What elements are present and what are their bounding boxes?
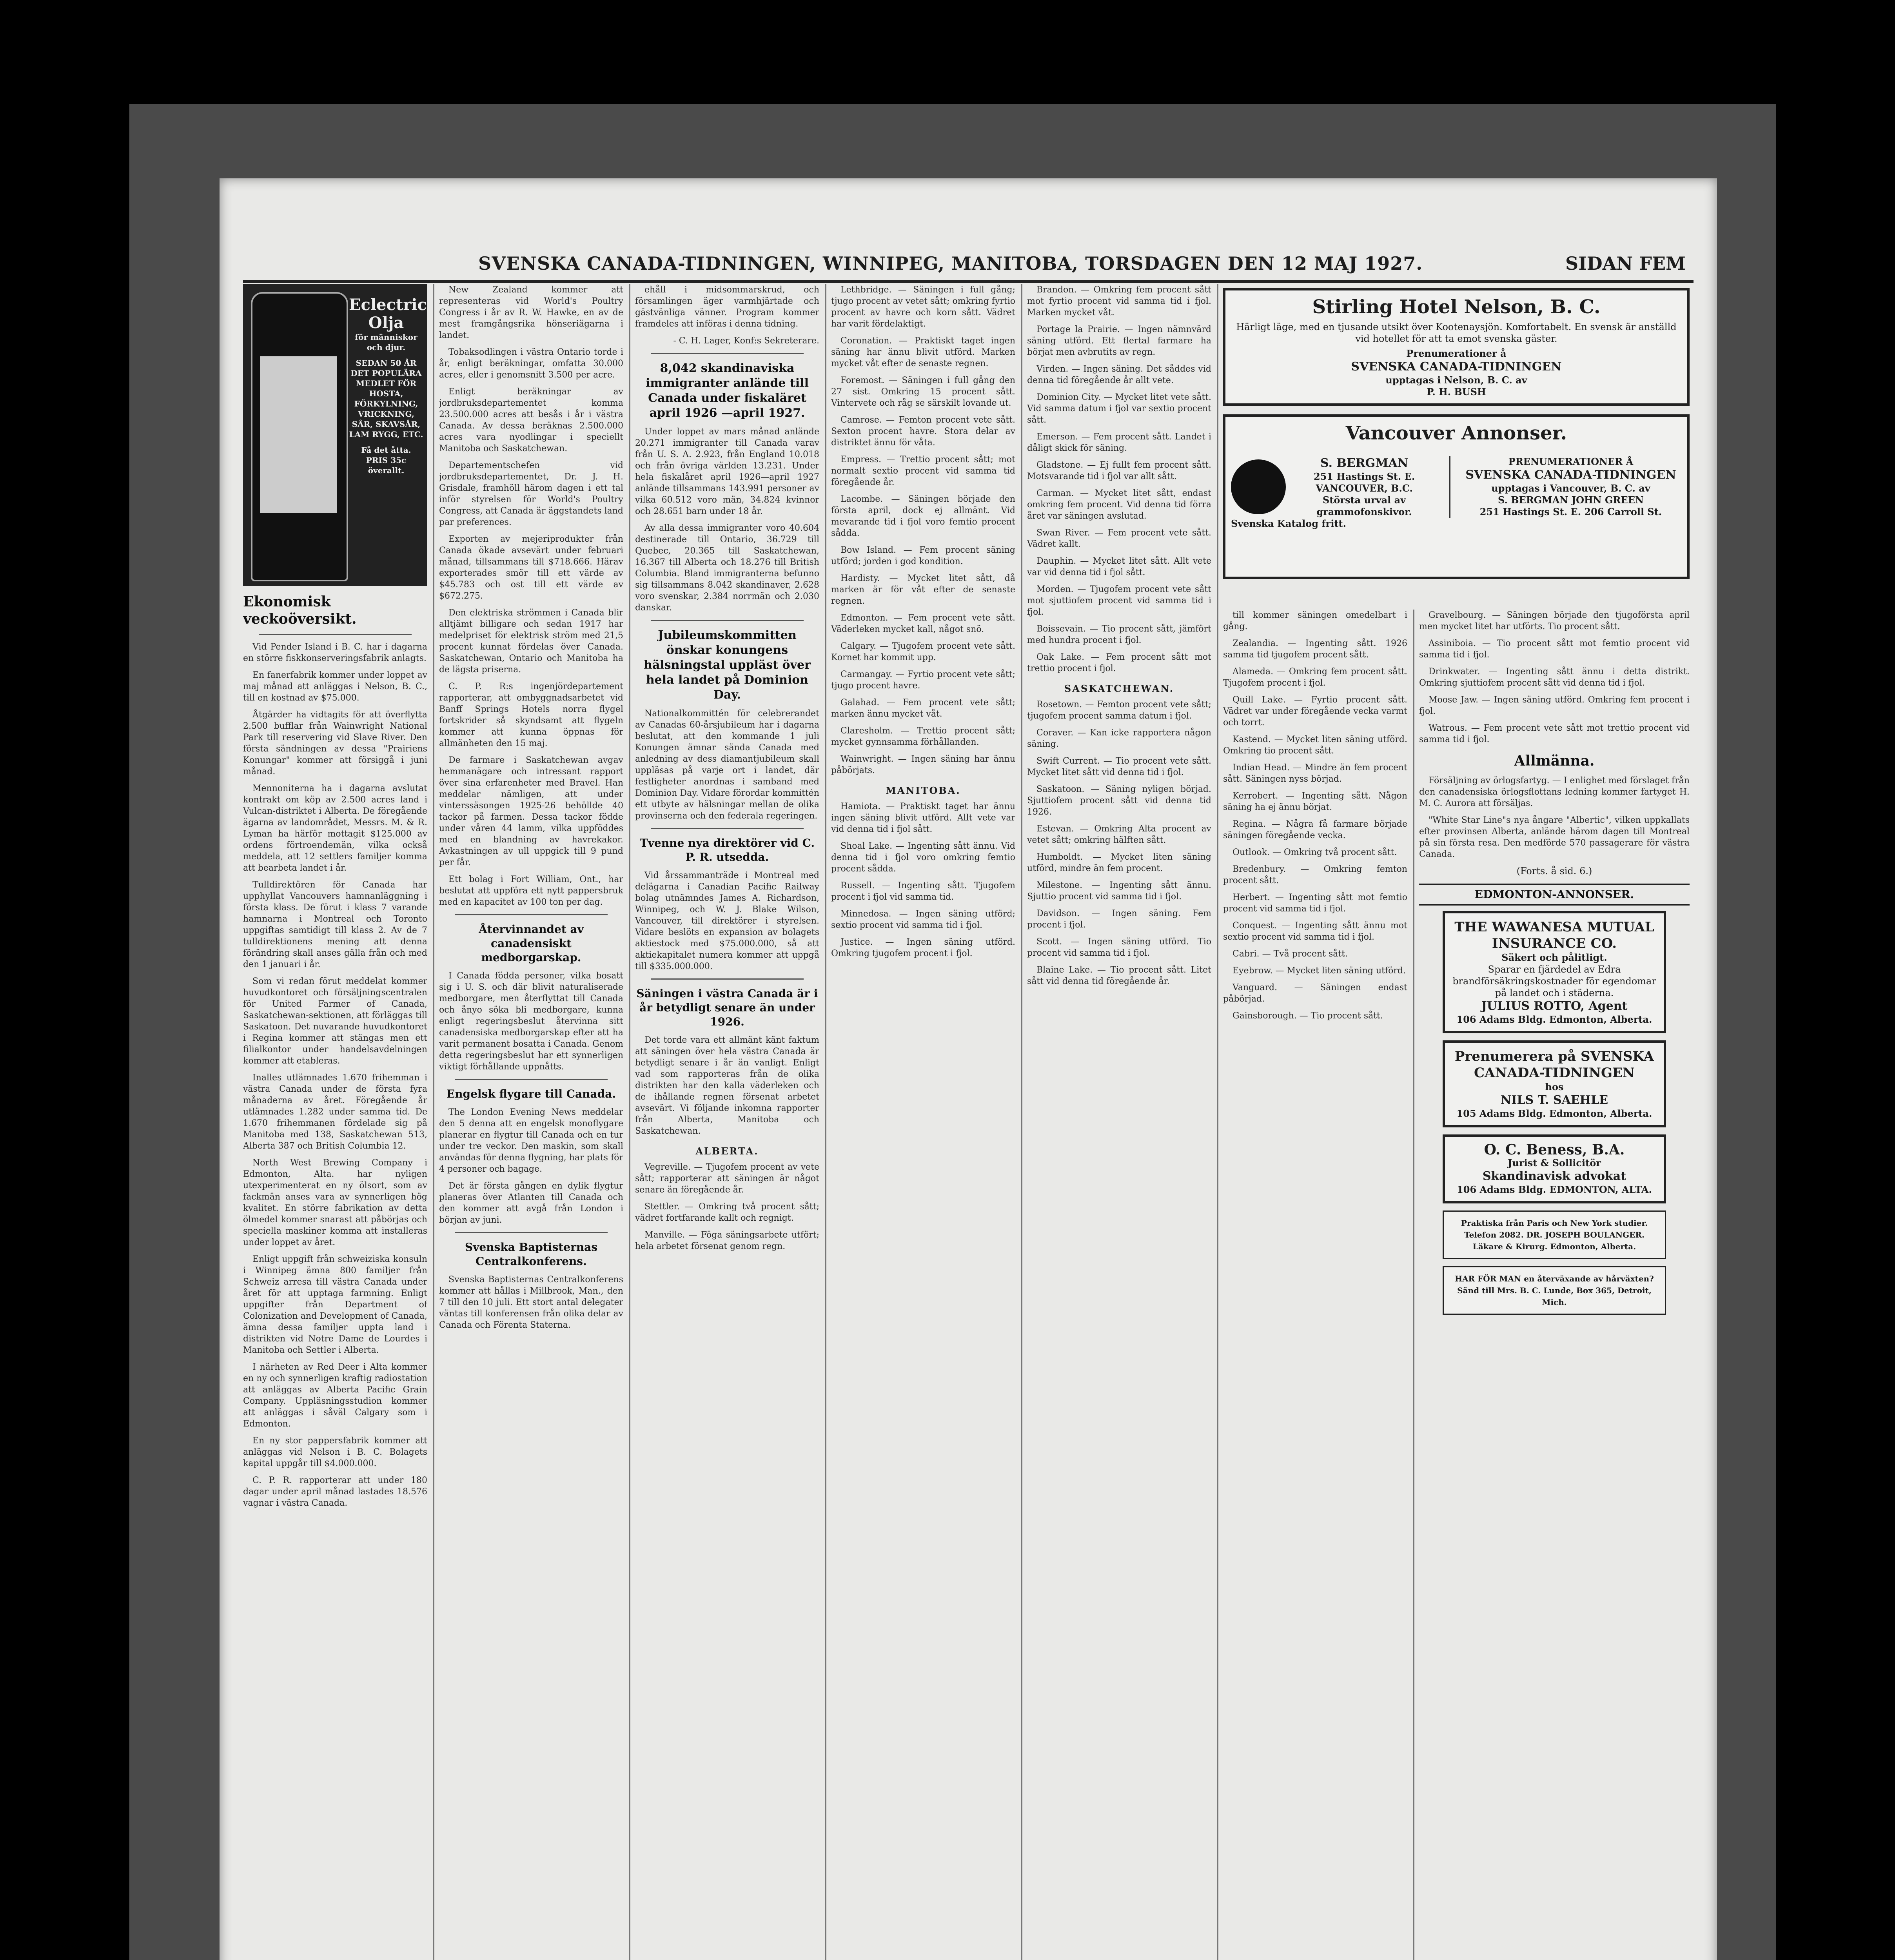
article-heading: Säningen i västra Canada är i år betydligt senare än under 1926. (636, 987, 818, 1028)
article-paragraph: C. P. R. rapporterar att under 180 dagar under april månad lastades 18.576 vagnar i västra Canada. (243, 1475, 427, 1508)
article-paragraph: Det är första gången en dylik flygtur planeras över Atlanten till Canada och den kommer att avgå från London i början av juni. (439, 1181, 623, 1225)
article-paragraph: ehåll i midsommarskrud, och församlingen äger varmhjärtade och gästvänliga vänner. Program kommer framdeles att införas i denna tidning. (635, 285, 819, 329)
article-paragraph: New Zealand kommer att representeras vid World's Poultry Congress i år av R. W. Hawke, en av de mest framgångsrika hönseriägarna i landet. (439, 285, 623, 340)
report-paragraph: Wainwright. — Ingen säning har ännu påbörjats. (831, 754, 1015, 775)
vancouver-ad-title: Vancouver Annonser. (1345, 422, 1567, 444)
column-4 (831, 284, 1015, 1960)
report-paragraph: Edmonton. — Fem procent vete sått. Väderleken mycket kall, något snö. (831, 613, 1015, 634)
article-paragraph: Den elektriska strömmen i Canada blir alltjämt billigare och sedan 1917 har medelpriset för elektrisk ström med 21,5 procent kunnat fördelas över Canada. Saskatchewan, Ontario och Manitoba ha de lägsta priserna. (439, 608, 623, 675)
prenumerera-ad (1443, 1040, 1666, 1127)
beness-name: O. C. Beness, B.A. (1484, 1142, 1625, 1158)
wawanesa-body: Sparar en fjärdedel av Edra brandförsäkringskostnader för egendomar på landet och i städerna. (1452, 964, 1656, 998)
region-heading: ALBERTA. (695, 1145, 759, 1157)
report-paragraph: Camrose. — Femton procent vete sått. Sexton procent havre. Stora delar av distriktet ännu för våta. (831, 415, 1015, 448)
beness-address: 106 Adams Bldg. EDMONTON, ALTA. (1457, 1184, 1652, 1195)
wawanesa-title: THE WAWANESA MUTUAL INSURANCE CO. (1454, 919, 1654, 951)
report-paragraph: Watrous. — Fem procent vete sått mot trettio procent vid samma tid i fjol. (1419, 723, 1690, 744)
report-paragraph: Hamiota. — Praktiskt taget har ännu ingen säning blivit utförd. Allt vete var vid denna tid i fjol sått. (831, 802, 1015, 834)
report-paragraph: Indian Head. — Mindre än fem procent sått. Säningen nyss börjad. (1223, 763, 1407, 784)
column-6 (1223, 610, 1407, 1960)
report-paragraph: Conquest. — Ingenting sått ännu mot sextio procent vid samma tid i fjol. (1223, 921, 1407, 942)
report-paragraph: Emerson. — Fem procent sått. Landet i dåligt skick för säning. (1027, 432, 1211, 453)
bergman-name: S. BERGMAN (1320, 456, 1409, 470)
bergman-catalog: Svenska Katalog fritt. (1231, 518, 1346, 529)
report-paragraph: Cabri. — Två procent sått. (1232, 949, 1348, 959)
report-paragraph: Rosetown. — Femton procent vete sått; tjugofem procent samma datum i fjol. (1027, 700, 1211, 721)
gramophone-logo-icon (1231, 459, 1286, 514)
prenum-title: Prenumerera på SVENSKA CANADA-TIDNINGEN (1454, 1049, 1654, 1081)
masthead (243, 253, 1694, 283)
report-paragraph: Coronation. — Praktiskt taget ingen säning har ännu blivit utförd. Marken mycket våt efter de senaste regnen. (831, 336, 1015, 368)
beness-line: Skandinavisk advokat (1482, 1169, 1626, 1183)
report-paragraph: Shoal Lake. — Ingenting sått ännu. Vid denna tid i fjol voro omkring femtio procent sådda. (831, 841, 1015, 874)
article-paragraph: Tobaksodlingen i västra Ontario torde i år, enligt beräkningar, omfatta 30.000 acres, eller i genomsnitt 3.500 per acre. (439, 347, 623, 380)
report-paragraph: Estevan. — Omkring Alta procent av vetet sått; omkring hälften sått. (1027, 824, 1211, 845)
page-label: SIDAN FEM (1565, 253, 1686, 274)
article-paragraph: En ny stor pappersfabrik kommer att anläggas vid Nelson i B. C. Bolagets kapital uppgår till $4.000.000. (243, 1436, 427, 1468)
report-paragraph: Virden. — Ingen säning. Det såddes vid denna tid föregående år allt vete. (1027, 364, 1211, 385)
column-3 (635, 284, 819, 1960)
report-paragraph: Scott. — Ingen säning utförd. Tio procent vid samma tid i fjol. (1027, 937, 1211, 958)
article-paragraph: Vid årssammanträde i Montreal med delägarna i Canadian Pacific Railway bolag utnämndes James A. Richardson, Winnipeg, och W. J. Blake Wilson, Vancouver, till direktörer i styrelsen. Vidare beslöts en expansion av bolagets aktiestock med $75.000.000, så att aktiekapitalet numera kommer att uppgå till $335.000.000. (635, 871, 819, 971)
report-paragraph: Drinkwater. — Ingenting sått ännu i detta distrikt. Omkring sjuttiofem procent sått vid denna tid i fjol. (1419, 667, 1690, 688)
prenum-name: NILS T. SAEHLE (1500, 1093, 1608, 1107)
article-paragraph: Av alla dessa immigranter voro 40.604 destinerade till Ontario, 36.729 till Quebec, 20.365 till Saskatchewan, 16.367 till Alberta och 18.276 till British Columbia. Bland immigranterna befunno sig tillsammans 8.042 skandinaver, 2.628 voro svenskar, 2.384 norrmän och 2.030 danskar. (635, 523, 819, 613)
article-paragraph: Departementschefen vid jordbruksdepartementet, Dr. J. H. Grisdale, framhöll härom dagen i ett tal inför styrelsen för World's Poultry Congress, att Canada är äggstandets land par preferences. (439, 461, 623, 527)
article-paragraph: Enligt beräkningar av jordbruksdepartementet komma 23.500.000 acres att besås i år i västra Canada. Av dessa beräknas 2.500.000 acres vara nyodlingar i speciellt Manitoba och Saskatchewan. (439, 387, 623, 454)
report-paragraph: Gainsborough. — Tio procent sått. (1232, 1011, 1383, 1021)
prenum-hos: hos (1545, 1081, 1564, 1093)
article-paragraph: Svenska Baptisternas Centralkonferens kommer att hållas i Millbrook, Man., den 7 till den 10 juli. Ett stort antal delegater väntas till konferensen från olika delar av Canada och Förenta Staterna. (439, 1275, 623, 1330)
hotel-ad-title: Stirling Hotel Nelson, B. C. (1312, 296, 1601, 318)
report-paragraph: Outlook. — Omkring två procent sått. (1232, 848, 1397, 857)
hair-ad-text: HAR FÖR MAN en återväxande av hårväxten? Sänd till Mrs. B. C. Lunde, Box 365, Detroit, Mich. (1455, 1274, 1654, 1307)
vancouver-ads (1223, 414, 1690, 579)
article-paragraph: Nationalkommittén för celebrerandet av Canadas 60-årsjubileum har i dagarna beslutat, att den kommande 1 juli Konungen ämnar sända Canada med anledning av dess diamantjubileum skall uppläsas på varje ort i landet, där festligheter anordnas i samband med Dominion Day. Vidare förordar kommittén ett utbyte av hälsningar mellan de olika provinserna och den federala regeringen. (635, 709, 819, 821)
hotel-ad-agent: P. H. BUSH (1427, 386, 1486, 397)
report-paragraph: Blaine Lake. — Tio procent sått. Litet sått vid denna tid föregående år. (1027, 965, 1211, 986)
article-heading: Återvinnandet av canadensiskt medborgarskap. (479, 923, 584, 964)
prenum-address: 105 Adams Bldg. Edmonton, Alberta. (1456, 1108, 1652, 1119)
article-paragraph: En fanerfabrik kommer under loppet av maj månad att anläggas i Nelson, B. C., till en kostnad av $75.000. (243, 670, 427, 703)
report-paragraph: Quill Lake. — Fyrtio procent sått. Vädret var under föregående vecka varmt och torrt. (1223, 695, 1407, 728)
article-paragraph: I Canada födda personer, vilka bosatt sig i U. S. och där blivit naturaliserade medborgare, men återflyttat till Canada och ånyo söka bli medborgare, kunna enligt regeringsbeslut återvinna sitt canadensiska medborgarskap efter att ha varit permanent bosatta i Canada. Genom detta regeringsbeslut har ett synnerligen viktigt förhållande uppnåtts. (439, 971, 623, 1072)
beness-ad (1443, 1134, 1666, 1203)
report-paragraph: Calgary. — Tjugofem procent vete sått. Kornet har kommit upp. (831, 641, 1015, 662)
report-paragraph: Eyebrow. — Mycket liten säning utförd. (1232, 966, 1406, 976)
newspaper-page (220, 178, 1717, 1960)
article-paragraph: Mennoniterna ha i dagarna avslutat kontrakt om köp av 2.500 acres land i Vulcan-distriktet i Alberta. De föregående ägarna av landområdet, Messrs. M. & R. Lyman ha härför mottagit $125.000 av ordens förtroendemän, vilka också meddela, att 12 settlers familjer komma att bearbeta landet i år. (243, 784, 427, 873)
report-paragraph: Hardisty. — Mycket litet sått, då marken är för våt efter de senaste regnen. (831, 573, 1015, 606)
report-paragraph: Dominion City. — Mycket litet vete sått. Vid samma datum i fjol var sextio procent sått. (1027, 392, 1211, 425)
wawanesa-sub: Säkert och pålitligt. (1501, 952, 1607, 963)
section-heading: Allmänna. (1514, 753, 1595, 769)
article-paragraph: Försäljning av örlogsfartyg. — I enlighet med förslaget från den canadensiska örlogsflottans ledning kommer fartyget H. M. C. Aurora att försäljas. (1419, 776, 1690, 808)
article-heading: Engelsk flygare till Canada. (446, 1087, 616, 1100)
article-paragraph: Exporten av mejeriprodukter från Canada ökade avsevärt under februari månad, tillsammans till $718.666. Härav exporterades smör till ett värde av $45.783 och ost till ett värde av $672.275. (439, 534, 623, 601)
report-paragraph: Gladstone. — Ej fullt fem procent sått. Motsvarande tid i fjol var allt sått. (1027, 460, 1211, 481)
wawanesa-address: 106 Adams Bldg. Edmonton, Alberta. (1456, 1014, 1652, 1025)
eclectic-ad-price: PRIS 35c överallt. (366, 456, 407, 475)
article-paragraph: "White Star Line"s nya ångare "Albertic", vilken uppkallats efter provinsen Alberta, anlände härom dagen till Montreal på sin första resa. Den medförde 570 passagerare för västra Canada. (1419, 815, 1690, 859)
bergman-text: Största urval av grammofonskivor. (1316, 494, 1412, 517)
article-heading: 8,042 skandinaviska immigranter anlände till Canada under fiskaläret april 1926 —april 1927. (646, 361, 809, 420)
region-heading: MANITOBA. (886, 785, 961, 796)
eclectic-ad-line: SEDAN 50 ÅR DET POPULÄRA MEDLET FÖR HOSTA, FÖRKYLNING, VRICKNING, SÅR, SKAVSÅR, LAM RYGG, ETC. (349, 358, 423, 439)
report-paragraph: Lacombe. — Säningen började den första april, dock ej allmänt. Vid mevarande tid i fjol voro femtio procent sådda. (831, 494, 1015, 538)
vancouver-prenum-paper: SVENSKA CANADA-TIDNINGEN (1465, 468, 1676, 482)
report-paragraph: Oak Lake. — Fem procent sått mot trettio procent i fjol. (1027, 652, 1211, 673)
report-paragraph: Zealandia. — Ingenting sått. 1926 samma tid tjugofem procent sått. (1223, 639, 1407, 660)
hotel-ad-paper: SVENSKA CANADA-TIDNINGEN (1351, 360, 1562, 374)
article-paragraph: Enligt uppgift från schweiziska konsuln i Winnipeg ämna 800 familjer från Schweiz arresa till västra Canada under året för att upptaga farmning. Enligt uppgifter från Department of Colonization and Development of Canada, ämna dessa familjer uppta land i distrikten vid Notre Dame de Lourdes i Manitoba och Settler i Alberta. (243, 1254, 427, 1355)
article-paragraph: Vid Pender Island i B. C. har i dagarna en större fiskkonserveringsfabrik anlagts. (243, 642, 427, 663)
region-heading: SASKATCHEWAN. (1064, 683, 1174, 694)
hotel-ad-body: Härligt läge, med en tjusande utsikt över Kootenaysjön. Komfortabelt. En svensk är anställd vid hotellet för att ta emot svenska gäster. (1236, 321, 1677, 344)
article-paragraph: Tulldirektören för Canada har upphyllat Vancouvers hamnanläggning i första klass. De förut i klass 7 varande hamnarna i Montreal och Toronto uppgiftas samtidigt till klass 2. Av de 7 tulldirektionens mening att denna förändring skall anses gälla från och med den 1 januari i år. (243, 880, 427, 969)
report-paragraph: Galahad. — Fem procent vete sått; marken ännu mycket våt. (831, 698, 1015, 719)
report-paragraph: Humboldt. — Mycket liten säning utförd, mindre än fem procent. (1027, 852, 1211, 873)
report-paragraph: Lethbridge. — Säningen i full gång; tjugo procent av vetet sått; omkring fyrtio procent av havre och korn sått. Vädret har varit fördelaktigt. (831, 285, 1015, 329)
column-1 (243, 284, 427, 1960)
continued-note: (Forts. å sid. 6.) (1516, 866, 1592, 877)
hair-ad (1443, 1266, 1666, 1315)
report-paragraph: Dauphin. — Mycket litet sått. Allt vete var vid denna tid i fjol sått. (1027, 556, 1211, 577)
vancouver-prenum-address: 251 Hastings St. E. 206 Carroll St. (1479, 506, 1662, 517)
report-paragraph: Stettler. — Omkring två procent sått; vädret fortfarande kallt och regnigt. (635, 1202, 819, 1223)
report-paragraph: Morden. — Tjugofem procent vete sått mot sjuttiofem procent vid samma tid i fjol. (1027, 584, 1211, 617)
hotel-ad-sub: Prenumerationer å (1406, 348, 1507, 359)
report-paragraph: Carmangay. — Fyrtio procent vete sått; tjugo procent havre. (831, 670, 1015, 691)
article-paragraph: The London Evening News meddelar den 5 denna att en engelsk monoflygare planerar en flygtur till Canada och en tur under tre veckor. Den maskin, som skall användas för denna flygning, har plats för 4 personer och bagage. (439, 1107, 623, 1174)
report-paragraph: Minnedosa. — Ingen säning utförd; sextio procent vid samma tid i fjol. (831, 909, 1015, 930)
report-paragraph: Carman. — Mycket litet sått, endast omkring fem procent. Vid denna tid förra året var säningen avslutad. (1027, 488, 1211, 521)
article-paragraph: Inalles utlämnades 1.670 frihemman i västra Canada under de första fyra månaderna av året. Föregående år utlämnades 1.282 under samma tid. De 1.670 frihemmanen fördelade sig på Manitoba med 138, Saskatchewan 513, Alberta 387 och British Columbia 12. (243, 1073, 427, 1151)
article-heading: Jubileumskommitten önskar konungens hälsningstal uppläst över hela landet på Dominion Day. (644, 628, 811, 702)
beness-role: Jurist & Sollicitör (1508, 1157, 1601, 1169)
report-paragraph: Saskatoon. — Säning nyligen börjad. Sjuttiofem procent sått vid denna tid 1926. (1027, 784, 1211, 817)
report-paragraph: Kastend. — Mycket liten säning utförd. Omkring tio procent sått. (1223, 735, 1407, 756)
report-paragraph: Bow Island. — Fem procent säning utförd; jorden i god kondition. (831, 545, 1015, 566)
stirling-hotel-ad (1223, 288, 1690, 406)
report-paragraph: Vanguard. — Säningen endast påbörjad. (1223, 983, 1407, 1004)
article-paragraph: North West Brewing Company i Edmonton, Alta. har nyligen utexperimenterat en ny ölsort, som av fackmän anses vara av synnerligen hög kvalitet. En större fabrikation av detta ölmedel kommer snarast att påbörjas och speciella maskiner komma att installeras under loppet av året. (243, 1158, 427, 1247)
report-paragraph: Portage la Prairie. — Ingen nämnvärd säning utförd. Ett flertal farmare ha börjat men avbrutits av regn. (1027, 325, 1211, 357)
eclectic-oil-ad (243, 284, 427, 586)
article-paragraph: I närheten av Red Deer i Alta kommer en ny och synnerligen kraftig radiostation att anläggas av Alberta Pacific Grain Company. Uppläsningsstudion kommer att anläggas i såväl Calgary som i Edmonton. (243, 1362, 427, 1429)
wawanesa-agent: JULIUS ROTTO, Agent (1481, 999, 1628, 1013)
report-paragraph: Gravelbourg. — Säningen började den tjugoförsta april men mycket litet har utförts. Tio procent sått. (1419, 610, 1690, 632)
report-paragraph: Boissevain. — Tio procent sått, jämfört med hundra procent i fjol. (1027, 624, 1211, 645)
report-paragraph: Vegreville. — Tjugofem procent av vete sått; rapporterar att säningen är något senare än föregående år. (635, 1162, 819, 1195)
report-paragraph: Bredenbury. — Omkring femton procent sått. (1223, 864, 1407, 886)
report-paragraph: Justice. — Ingen säning utförd. Omkring tjugofem procent i fjol. (831, 937, 1015, 958)
article-paragraph: Det torde vara ett allmänt känt faktum att säningen över hela västra Canada är betydligt senare i år än vanligt. Enligt vad som rapporteras från de olika distrikten har den kalla väderleken och de ihållande regnen försenat arbetet avsevärt. Vi följande inkomna rapporter från Alberta, Manitoba och Saskatchewan. (635, 1035, 819, 1136)
article-heading: Tvenne nya direktörer vid C. P. R. utsedda. (639, 837, 815, 864)
report-paragraph: Empress. — Trettio procent sått; mot normalt sextio procent vid samma tid föregående år. (831, 455, 1015, 487)
oil-bottle-illustration (251, 292, 348, 581)
column-2 (439, 284, 623, 1960)
report-paragraph: Claresholm. — Trettio procent sått; mycket gynnsamma förhållanden. (831, 726, 1015, 747)
report-paragraph: Alameda. — Omkring fem procent sått. Tjugofem procent i fjol. (1223, 667, 1407, 688)
article-paragraph: Åtgärder ha vidtagits för att överflytta 2.500 bufflar från Wainwright National Park till reservering vid Slave River. Den första sändningen av dessa "Prairiens Konungar" kommer att försiggå i juni månad. (243, 710, 427, 777)
report-paragraph: Moose Jaw. — Ingen säning utförd. Omkring fem procent i fjol. (1419, 695, 1690, 716)
masthead-title: SVENSKA CANADA-TIDNINGEN, WINNIPEG, MANITOBA, TORSDAGEN DEN 12 MAJ 1927. (478, 253, 1423, 274)
top-right-ads (1223, 284, 1690, 598)
article-paragraph: De farmare i Saskatchewan avgav hemmanägare och intressant rapport över sina erfarenheter med Bravel. Han meddelar nämligen, att under vinterssäsongen 1925-26 behöllde 40 tackor på farmen. Dessa tackor födde under våren 44 lamm, vilka uppföddes med en blandning av havrekakor. Avkastningen av ull uppgick till 9 pund per får. (439, 755, 623, 867)
report-paragraph: Regina. — Några få farmare började säningen föregående vecka. (1223, 819, 1407, 840)
report-paragraph: Kerrobert. — Ingenting sått. Någon säning ha ej ännu börjat. (1223, 791, 1407, 812)
hotel-ad-where: upptagas i Nelson, B. C. av (1385, 374, 1527, 386)
doctor-ad-text: Praktiska från Paris och New York studier. Telefon 2082. DR. JOSEPH BOULANGER. Läkare & Kirurg. Edmonton, Alberta. (1461, 1218, 1648, 1251)
article-heading: Svenska Baptisternas Centralkonferens. (465, 1241, 598, 1268)
bergman-address: 251 Hastings St. E. VANCOUVER, B.C. (1313, 471, 1415, 494)
report-paragraph: Brandon. — Omkring fem procent sått mot fyrtio procent vid samma tid i fjol. Marken mycket våt. (1027, 285, 1211, 318)
article-paragraph: Ett bolag i Fort William, Ont., har beslutat att uppföra ett nytt pappersbruk med en kapacitet av 100 ton per dag. (439, 875, 623, 907)
article-paragraph: Under loppet av mars månad anlände 20.271 immigranter till Canada varav från U. S. A. 2.923, från England 10.018 och från övriga världen 13.231. Under hela fiskalåret april 1926—april 1927 anlände tillsammans 143.991 personer av vilka 60.512 voro män, 34.824 kvinnor och 28.651 barn under 18 år. (635, 427, 819, 516)
report-paragraph: Russell. — Ingenting sått. Tjugofem procent i fjol vid samma tid. (831, 881, 1015, 902)
article-signature: - C. H. Lager, Konf:s Sekreterare. (673, 336, 819, 346)
vancouver-prenum-head: PRENUMERATIONER Å (1508, 456, 1634, 467)
report-paragraph: Coraver. — Kan icke rapportera någon säning. (1027, 728, 1211, 749)
eclectic-ad-line: Få det åtta. (361, 445, 411, 455)
column-7 (1419, 610, 1690, 1960)
article-paragraph: Som vi redan förut meddelat kommer huvudkontoret och försäljningscentralen för United Farmer of Canada, Saskatchewan-sektionen, att förläggas till Saskatoon. Det nuvarande huvudkontoret i Regina kommer att stängas men ett filialkontor under handelsavdelningen kommer att etableras. (243, 976, 427, 1066)
article-heading: Ekonomisk veckoöversikt. (243, 593, 357, 627)
report-paragraph: Herbert. — Ingenting sått mot femtio procent vid samma tid i fjol. (1223, 893, 1407, 914)
column-5 (1027, 284, 1211, 1960)
article-paragraph: C. P. R:s ingenjördepartement rapporterar, att ombyggnadsarbetet vid Banff Springs Hotels norra flygel fortskrider så skyndsamt att flygeln kommer att kunna öppnas för allmänheten den 15 maj. (439, 682, 623, 748)
report-paragraph: till kommer säningen omedelbart i gång. (1223, 610, 1407, 632)
report-paragraph: Swift Current. — Tio procent vete sått. Mycket litet sått vid denna tid i fjol. (1027, 756, 1211, 777)
report-paragraph: Milestone. — Ingenting sått ännu. Sjuttio procent vid samma tid i fjol. (1027, 880, 1211, 902)
doctor-ad (1443, 1210, 1666, 1259)
report-paragraph: Swan River. — Fem procent vete sått. Vädret kallt. (1027, 528, 1211, 549)
eclectic-ad-title: Eclectric Olja (349, 296, 427, 332)
vancouver-prenum-agents: S. BERGMAN JOHN GREEN (1498, 494, 1644, 506)
report-paragraph: Manville. — Föga säningsarbete utfört; hela arbetet försenat genom regn. (635, 1230, 819, 1251)
report-paragraph: Davidson. — Ingen säning. Fem procent i fjol. (1027, 909, 1211, 930)
report-paragraph: Foremost. — Säningen i full gång den 27 sist. Omkring 15 procent sått. Vintervete och råg se särskilt lovande ut. (831, 376, 1015, 408)
wawanesa-ad (1443, 911, 1666, 1033)
report-paragraph: Assiniboia. — Tio procent sått mot femtio procent vid samma tid i fjol. (1419, 639, 1690, 660)
vancouver-prenum-where: upptagas i Vancouver, B. C. av (1491, 483, 1650, 494)
edmonton-ads-heading: EDMONTON-ANNONSER. (1419, 884, 1690, 906)
eclectic-ad-line: för människor och djur. (355, 332, 417, 352)
